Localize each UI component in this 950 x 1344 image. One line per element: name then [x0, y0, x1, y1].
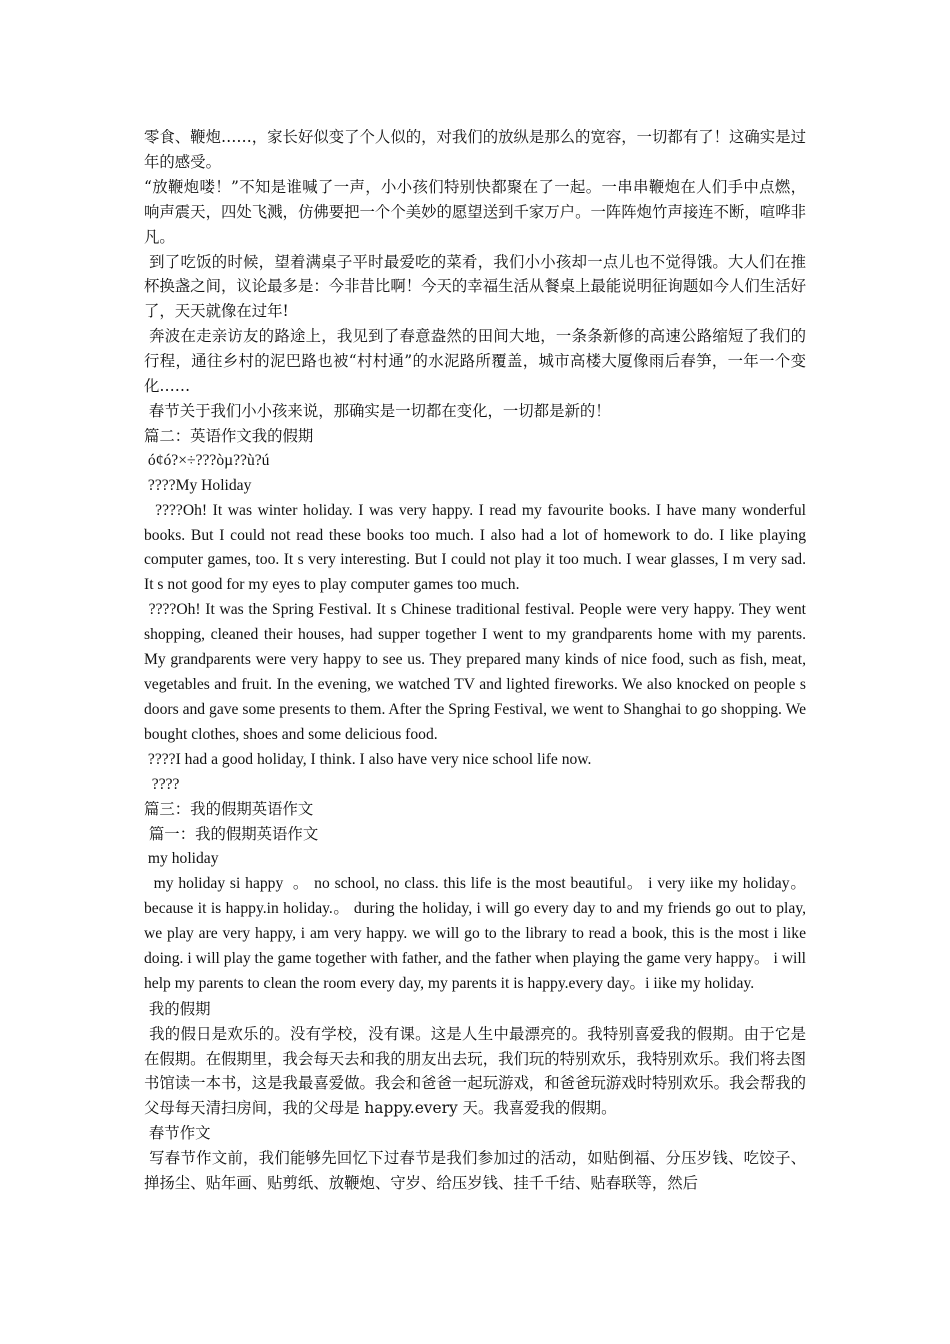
- english-paragraph-4: my holiday si happy 。 no school, no class. this life is the most beautiful。 i very iike my holiday。 because it is happy.in holiday.。 during the holiday, i will go every day to and my friends go out to play, we play are very happy, i am very happy. we will go to the library to read a book, this is the most i like doing. i will play the game together with father, and the father when playing the game very happy。 i will help my parents to clean the room every day, my parents it is happy.every day。i iike my holiday.: [144, 875, 814, 992]
- section-heading-3: 篇三：我的假期英语作文: [144, 800, 314, 819]
- placeholder-line: ????: [144, 775, 180, 793]
- english-paragraph-3: ????I had a good holiday, I think. I also have very nice school life now.: [144, 750, 592, 768]
- paragraph-2: “放鞭炮喽！”不知是谁喊了一声，小小孩们特别快都聚在了一起。一串串鞭炮在人们手中点燃，响声震天，四处飞溅，仿佛要把一个个美妙的愿望送到千家万户。一阵阵炮竹声接连不断，喧哗非凡。: [144, 177, 806, 246]
- document-page: [144, 125, 814, 1196]
- english-paragraph-2: ????Oh! It was the Spring Festival. It s Chinese traditional festival. People were very happy. They went shopping, cleaned their houses, had supper together I went to my grandparents home with my parents. My grandparents were very happy to see us. They prepared many kinds of nice food, such as fish, meat, vegetables and fruit. In the evening, we watched TV and lighted fireworks. We also knocked on people s doors and gave some presents to them. After the Spring Festival, we went to Shanghai to go shopping. We bought clothes, shoes and some delicious food.: [144, 601, 810, 743]
- english-title-2: my holiday: [144, 850, 219, 868]
- paragraph-7: 写春节作文前，我们能够先回忆下过春节是我们参加过的活动，如贴倒福、分压岁钱、吃饺子、掸扬尘、贴年画、贴剪纸、放鞭炮、守岁、给压岁钱、挂千千结、贴春联等，然后: [144, 1149, 806, 1193]
- subsection-heading-1: 篇一：我的假期英语作文: [144, 825, 319, 844]
- garbled-title: ó¢ó?×÷???òµ??ù?ú: [144, 451, 270, 469]
- chinese-title-2: 春节作文: [144, 1124, 211, 1143]
- english-paragraph-1: ????Oh! It was winter holiday. I was very happy. I read my favourite books. I have many wonderful books. But I could not read these books too much. I also had a lot of homework to do. I like playing computer games, too. It s very interesting. But I could not play it too much. I wear glasses, I m very sad. It s not good for my eyes to play computer games too much.: [144, 501, 810, 594]
- section-heading-2: 篇二：英语作文我的假期: [144, 426, 314, 445]
- paragraph-5: 春节关于我们小小孩来说，那确实是一切都在变化，一切都是新的！: [144, 401, 611, 420]
- english-title: ????My Holiday: [144, 476, 252, 494]
- paragraph-1: 零食、鞭炮……，家长好似变了个人似的，对我们的放纵是那么的宽容，一切都有了！这确实是过年的感受。: [144, 128, 806, 171]
- paragraph-3: 到了吃饭的时候，望着满桌子平时最爱吃的菜肴，我们小小孩却一点儿也不觉得饿。大人们在推杯换盏之间，议论最多是：今非昔比啊！今天的幸福生活从餐桌上最能说明征询题如今人们生活好了，天天就像在过年!: [144, 252, 806, 321]
- paragraph-4: 奔波在走亲访友的路途上，我见到了春意盎然的田间大地，一条条新修的高速公路缩短了我们的行程，通往乡村的泥巴路也被“村村通”的水泥路所覆盖，城市高楼大厦像雨后春笋，一年一个变化……: [144, 327, 806, 396]
- chinese-title: 我的假期: [144, 999, 211, 1018]
- paragraph-6: 我的假日是欢乐的。没有学校，没有课。这是人生中最漂亮的。我特别喜爱我的假期。由于它是在假期。在假期里，我会每天去和我的朋友出去玩，我们玩的特别欢乐，我特别欢乐。我们将去图书馆读一本书，这是我最喜爱做。我会和爸爸一起玩游戏，和爸爸玩游戏时特别欢乐。我会帮我的父母每天清扫房间，我的父母是 happy.every 天。我喜爱我的假期。: [144, 1024, 806, 1118]
